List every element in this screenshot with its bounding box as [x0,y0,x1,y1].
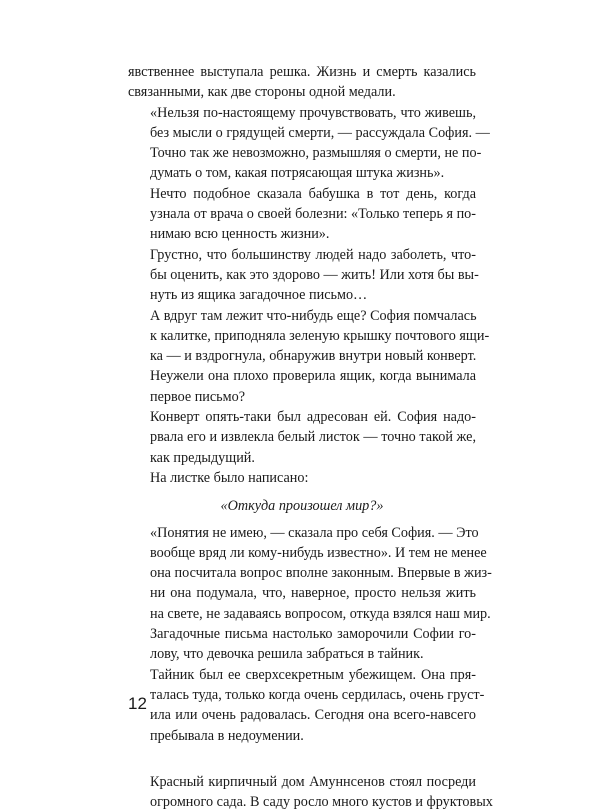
text-line: на свете, не задаваясь вопросом, откуда взялся наш мир. [150,605,491,622]
text-line: «Понятия не имею, — сказала про себя София. — Это [150,524,479,541]
text-line: думать о том, какая потрясающая штука жизнь». [150,165,445,182]
paragraph [128,103,490,184]
text-line: Точно так же невозможно, размышляя о смерти, не по- [150,145,482,162]
text-line: «Нельзя по-настоящему прочувствовать, что живешь, [150,104,476,121]
text-line: Нечто подобное сказала бабушка в тот день, когда [150,185,476,202]
text-line: рвала его и извлекла белый листок — точно такой же, [150,429,476,446]
text-line: Неужели она плохо проверила ящик, когда вынимала [150,368,476,385]
text-line: к калитке, приподняла зеленую крышку почтового ящи- [150,327,490,344]
text-line: без мысли о грядущей смерти, — рассуждала София. — [150,124,490,141]
text-line: нимаю всю ценность жизни». [150,226,330,243]
paragraph [128,306,490,407]
epigraph: «Откуда произошел мир?» [220,498,384,515]
text-line: На листке было написано: [150,469,309,486]
text-line: ила или очень радовалась. Сегодня она всего-навсего [150,707,476,724]
paragraph [128,184,476,245]
text-line: явственнее выступала решка. Жизнь и смерть казались [128,64,476,80]
text-line: талась туда, только когда очень сердилась, очень груст- [150,686,485,703]
page-number: 12 [128,694,147,713]
text-line: ни она подумала, что, наверное, просто нельзя жить [150,585,476,602]
text-line: огромного сада. В саду росло много кустов и фруктовых [150,794,493,811]
text-line: Красный кирпичный дом Амуннсенов стоял посреди [150,773,476,790]
paragraph [128,665,485,746]
paragraph [128,772,493,812]
text-line: узнала от врача о своей болезни: «Только теперь я по- [150,206,476,223]
text-line: как предыдущий. [150,449,255,466]
text-line: бы оценить, как это здорово — жить! Или хотя бы вы- [150,266,479,283]
text-line: Загадочные письма настолько заморочили Софии го- [150,626,476,643]
body-text [128,62,493,812]
text-line: Грустно, что большинству людей надо заболеть, что- [150,246,476,263]
text-line: первое письмо? [150,388,246,405]
text-line: Конверт опять-таки был адресован ей. София надо- [150,409,476,426]
paragraph [128,245,479,306]
text-line: связанными, как две стороны одной медали. [128,84,396,101]
paragraph [128,407,476,468]
text-line: вообще вряд ли кому-нибудь известно». И тем не менее [150,544,487,561]
text-line: лову, что девочка решила забраться в тайник. [150,646,424,663]
text-line: нуть из ящика загадочное письмо… [150,287,368,304]
text-line: Тайник был ее сверхсекретным убежищем. Она пря- [150,666,476,683]
text-line: она посчитала вопрос вполне законным. Впервые в жиз- [150,565,492,582]
paragraph [128,624,476,665]
text-line: ка — и вздрогнула, обнаружив внутри новый конверт. [150,348,477,365]
text-line: А вдруг там лежит что-нибудь еще? София помчалась [150,307,477,324]
paragraph [128,468,476,488]
paragraph [128,523,492,624]
paragraph [128,62,476,103]
text-line: пребывала в недоумении. [150,727,304,744]
